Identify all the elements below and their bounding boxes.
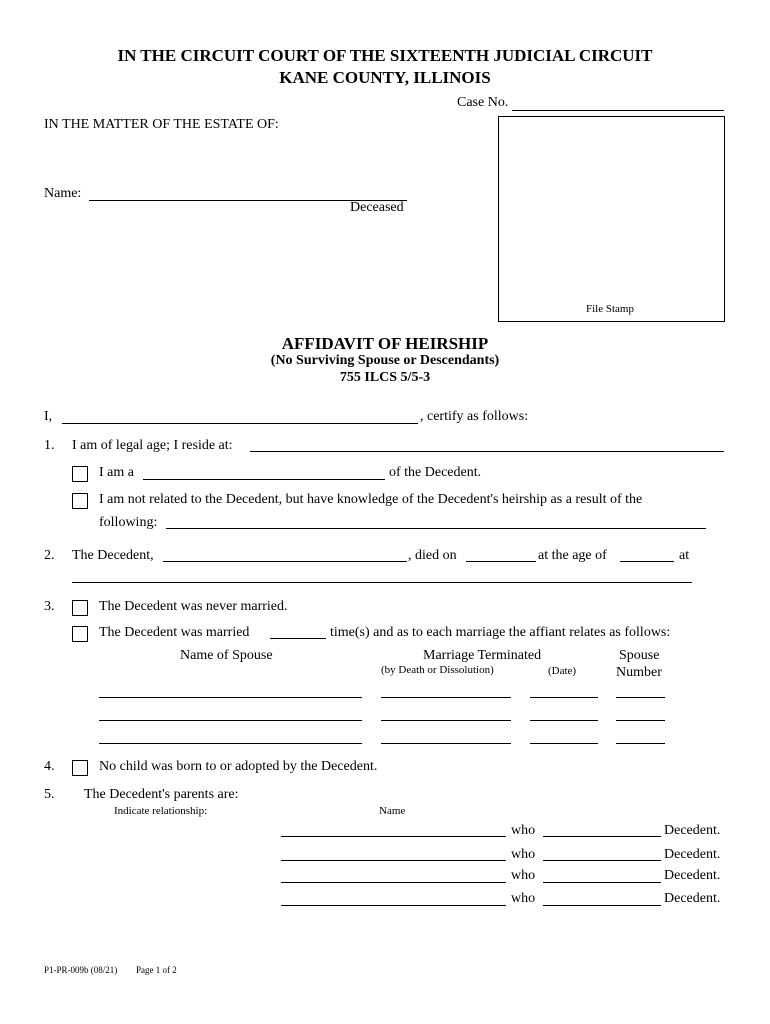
parent-name-field[interactable] [281, 836, 506, 837]
spouse-number-field[interactable] [616, 697, 665, 698]
age-field[interactable] [620, 561, 674, 562]
decedent-end-label: Decedent. [664, 891, 721, 906]
case-no-label: Case No. [457, 95, 509, 110]
parents-text: The Decedent's parents are: [84, 787, 239, 802]
file-stamp-label: File Stamp [586, 303, 634, 315]
termination-date-field[interactable] [530, 697, 598, 698]
parent-relationship-field[interactable] [543, 860, 661, 861]
decedent-end-label: Decedent. [664, 823, 721, 838]
item-2-decedent-label: The Decedent, [72, 548, 154, 563]
name-hint: Name [379, 805, 406, 817]
decedent-end-label: Decedent. [664, 847, 721, 862]
statute-reference: 755 ILCS 5/5-3 [339, 370, 431, 385]
item-1-text: I am of legal age; I reside at: [72, 438, 233, 453]
name-label: Name: [44, 186, 82, 201]
place-of-death-field[interactable] [72, 582, 692, 583]
who-label: who [511, 847, 536, 862]
estate-label: IN THE MATTER OF THE ESTATE OF: [44, 117, 279, 132]
termination-type-field[interactable] [381, 697, 511, 698]
following-label: following: [99, 515, 158, 530]
termination-date-field[interactable] [530, 743, 598, 744]
spouse-number-field[interactable] [616, 743, 665, 744]
form-id: P1-PR-009b (08/21) [44, 965, 118, 975]
parent-relationship-field[interactable] [543, 882, 661, 883]
no-child-checkbox[interactable] [72, 760, 88, 776]
parent-relationship-field[interactable] [543, 905, 661, 906]
file-stamp-box [498, 116, 725, 322]
affidavit-subtitle: (No Surviving Spouse or Descendants) [270, 353, 500, 368]
relationship-field[interactable] [143, 479, 385, 480]
county-heading: KANE COUNTY, ILLINOIS [279, 68, 491, 87]
married-text: The Decedent was married [99, 625, 250, 640]
item-5-number: 5. [44, 787, 55, 802]
not-related-text: I am not related to the Decedent, but have knowledge of the Decedent's heirship as a result of the [99, 492, 643, 507]
certify-prefix: I, [44, 409, 53, 424]
related-checkbox[interactable] [72, 466, 88, 482]
termination-type-field[interactable] [381, 720, 511, 721]
residence-field[interactable] [250, 451, 724, 452]
spouse-name-field[interactable] [99, 743, 362, 744]
item-2-number: 2. [44, 548, 55, 563]
col-spouse-number: Number [616, 665, 662, 680]
related-suffix: of the Decedent. [389, 465, 482, 480]
age-label: at the age of [538, 548, 607, 563]
certify-suffix: , certify as follows: [420, 409, 529, 424]
page-number: Page 1 of 2 [136, 965, 177, 975]
relationship-hint: Indicate relationship: [114, 805, 208, 817]
col-terminated-sub: (by Death or Dissolution) [381, 664, 494, 676]
no-child-text: No child was born to or adopted by the Decedent. [99, 759, 378, 774]
at-label: at [679, 548, 690, 563]
never-married-checkbox[interactable] [72, 600, 88, 616]
col-marriage-terminated: Marriage Terminated [423, 648, 542, 663]
parent-name-field[interactable] [281, 860, 506, 861]
who-label: who [511, 891, 536, 906]
marriage-details-text: time(s) and as to each marriage the affiant relates as follows: [330, 625, 671, 640]
col-spouse: Spouse [619, 648, 660, 663]
col-date: (Date) [548, 665, 577, 677]
married-checkbox[interactable] [72, 626, 88, 642]
case-no-field[interactable] [512, 110, 724, 111]
date-of-death-field[interactable] [466, 561, 536, 562]
who-label: who [511, 868, 536, 883]
col-spouse-name: Name of Spouse [180, 648, 273, 663]
item-1-number: 1. [44, 438, 55, 453]
item-3-number: 3. [44, 599, 55, 614]
item-4-number: 4. [44, 759, 55, 774]
parent-name-field[interactable] [281, 882, 506, 883]
never-married-text: The Decedent was never married. [99, 599, 288, 614]
parent-relationship-field[interactable] [543, 836, 661, 837]
termination-type-field[interactable] [381, 743, 511, 744]
who-label: who [511, 823, 536, 838]
died-on-label: , died on [408, 548, 457, 563]
deceased-label: Deceased [350, 200, 404, 215]
affiant-name-field[interactable] [62, 423, 418, 424]
spouse-name-field[interactable] [99, 697, 362, 698]
termination-date-field[interactable] [530, 720, 598, 721]
item-2-decedent-name-field[interactable] [163, 561, 407, 562]
not-related-checkbox[interactable] [72, 493, 88, 509]
court-heading: IN THE CIRCUIT COURT OF THE SIXTEENTH JUDICIAL CIRCUIT [117, 46, 653, 65]
spouse-name-field[interactable] [99, 720, 362, 721]
related-prefix: I am a [99, 465, 134, 480]
decedent-end-label: Decedent. [664, 868, 721, 883]
affidavit-title: AFFIDAVIT OF HEIRSHIP [281, 334, 489, 353]
spouse-number-field[interactable] [616, 720, 665, 721]
marriage-count-field[interactable] [270, 638, 326, 639]
parent-name-field[interactable] [281, 905, 506, 906]
knowledge-basis-field[interactable] [166, 528, 706, 529]
